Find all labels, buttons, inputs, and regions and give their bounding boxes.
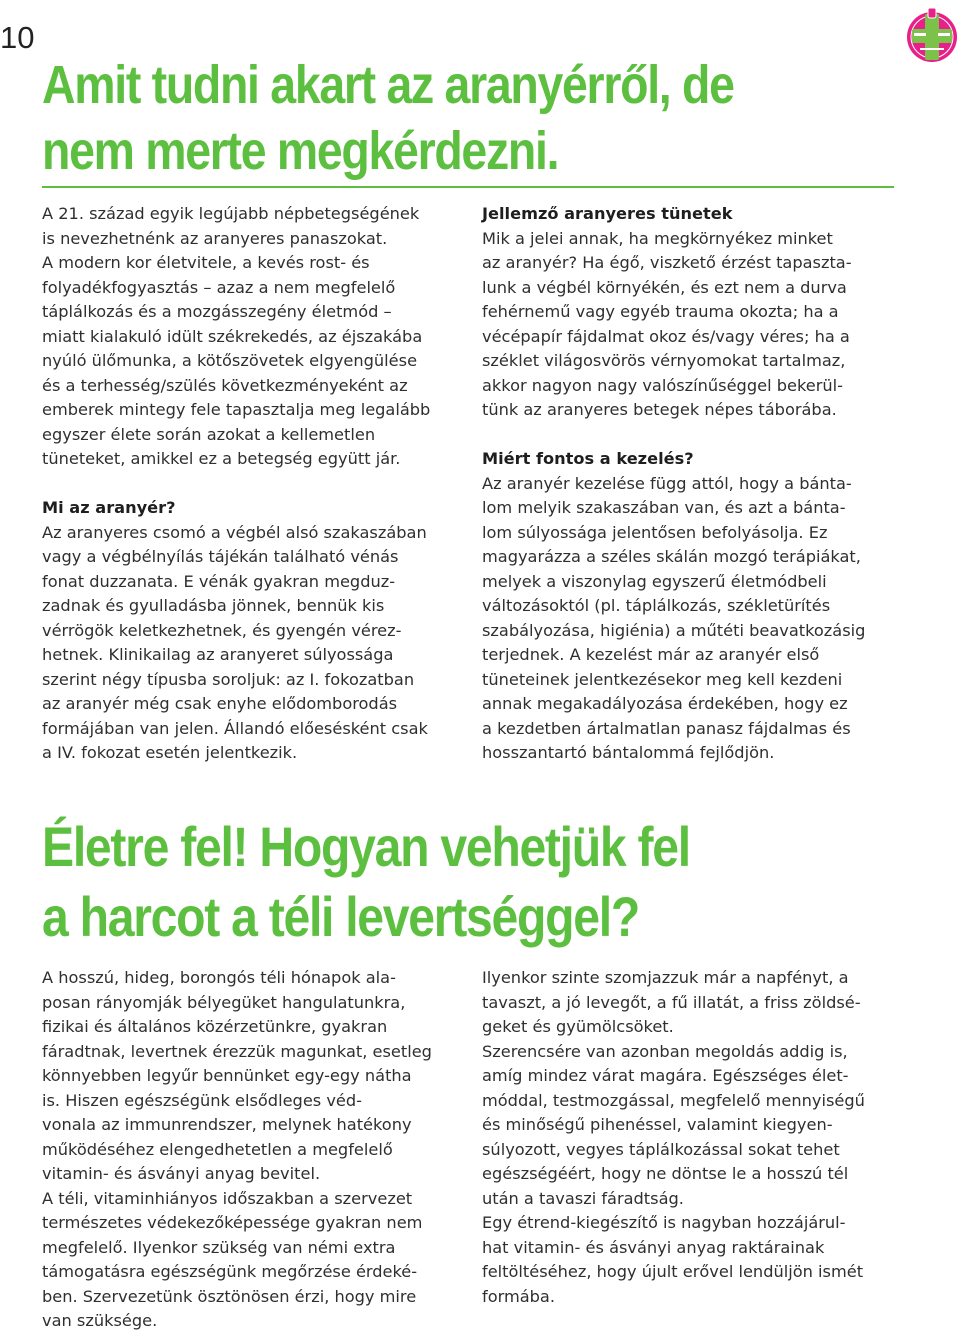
article-right-column (482, 202, 897, 766)
article-title-line: Amit tudni akart az aranyérről, de (42, 55, 734, 115)
section-heading-symptoms: Jellemző aranyeres tünetek (482, 204, 733, 223)
section-paragraph-what-is: Az aranyeres csomó a végbél alsó szakaszában vagy a végbélnyílás tájékán található vénás fonat duzzanata. E vénák gyakran megduz- zadnak és gyulladásba jönnek, bennük kis vérrögök keletkezhetnek, és gyengén vérez- hetnek. Klinikailag az aranyeret súlyossága szerint négy típusba soroljuk: az I. fokozatban az aranyér még csak enyhe elődomborodás formájában van jelen. Állandó előesésként csak a IV. fokozat esetén jelentkezik. (42, 522, 428, 762)
article-title-line: Életre fel! Hogyan vehetjük fel (42, 815, 690, 878)
section-heading-treatment: Miért fontos a kezelés? (482, 449, 694, 468)
pharmacy-cross-logo-icon (906, 6, 958, 64)
intro-paragraph: A 21. század egyik legújabb népbetegségének is nevezhetnénk az aranyeres panaszokat. A modern kor életvitele, a kevés rost- és folyadékfogyasztás – azaz a nem megfelelő táplálkozás és a mozgásszegény életmód – miatt kialakuló idült székrekedés, az éjszakába nyúló ülőmunka, a kötőszövetek elgyengülése és a terhesség/szülés következményeként az emberek mintegy fele tapasztalja meg legalább egyszer élete során azokat a kellemetlen tüneteket, amikkel ez a betegség együtt jár. (42, 204, 431, 468)
article-title (42, 812, 690, 952)
article-title-line: a harcot a téli levertséggel? (42, 885, 639, 948)
title-divider (42, 186, 894, 188)
article-left-column (42, 202, 457, 766)
article-title-line: nem merte megkérdezni. (42, 121, 559, 181)
winter-paragraph-left: A hosszú, hideg, borongós téli hónapok ala- posan rányomják bélyegüket hangulatunkra, fizikai és általános közérzetünkre, gyakran fáradtnak, levertnek érezzük magunkat, esetleg könnyebben legyűr bennünket egy-egy nátha is. Hiszen egészségünk elsődleges véd- vonala az immunrendszer, melynek hatékony működéséhez elengedhetetlen a megfelelő vitamin- és ásványi anyag bevitel. A téli, vitaminhiányos időszakban a szervezet természetes védekezőképessége gyakran nem megfelelő. Ilyenkor szükség van némi extra támogatásra egészségünk megőrzése érdeké- ben. Szervezetünk ösztönösen érzi, hogy mire van szüksége. (42, 968, 432, 1330)
winter-paragraph-right: Ilyenkor szinte szomjazzuk már a napfényt, a tavaszt, a jó levegőt, a fű illatát, a friss zöldsé- geket és gyümölcsöket. Szerencsére van azonban megoldás addig is, amíg mindez várat magára. Egészséges élet- móddal, testmozgással, megfelelő mennyiségű és minőségű pihenéssel, valamint kiegyen- súlyozott, vegyes táplálkozással sokat tehet egészségéért, hogy ne döntse le a hosszú tél után a tavaszi fáradtság. Egy étrend-kiegészítő is nagyban hozzájárul- hat vitamin- és ásványi anyag raktárainak feltöltéséhez, hogy újult erővel lendüljön ismét formába. (482, 968, 865, 1306)
article2-right-column (482, 966, 897, 1309)
article-title (42, 52, 734, 184)
page-number: 10 (0, 20, 35, 55)
section-paragraph-symptoms: Mik a jelei annak, ha megkörnyékez minket az aranyér? Ha égő, viszkető érzést tapaszta- lunk a végbél környékén, és ezt nem a durva fehérnemű vagy egyéb trauma okozta; ha a vécépapír fájdalmat okoz és/vagy véres; ha a széklet világosvörös vérnyomokat tartalmaz, akkor nagyon nagy valószínűséggel bekerül- tünk az aranyeres betegek népes táborába. (482, 228, 852, 419)
section-heading-what-is: Mi az aranyér? (42, 498, 176, 517)
section-paragraph-treatment: Az aranyér kezelése függ attól, hogy a bánta- lom melyik szakaszában van, és azt a bánta- lom súlyossága jelentősen befolyásolja. Ez magyarázza a széles skálán mozgó terápiákat, melyek a viszonylag egyszerű életmódbeli változásoktól (pl. táplálkozás, székletürítés szabályozása, higiénia) a műtéti beavatkozásig terjednek. A kezelést már az aranyér első tüneteinek jelentkezésekor meg kell kezdeni annak megakadályozása érdekében, hogy ez a kezdetben ártalmatlan panasz fájdalmas és hosszantartó bántalommá fejlődjön. (482, 473, 866, 762)
article2-left-column (42, 966, 457, 1334)
